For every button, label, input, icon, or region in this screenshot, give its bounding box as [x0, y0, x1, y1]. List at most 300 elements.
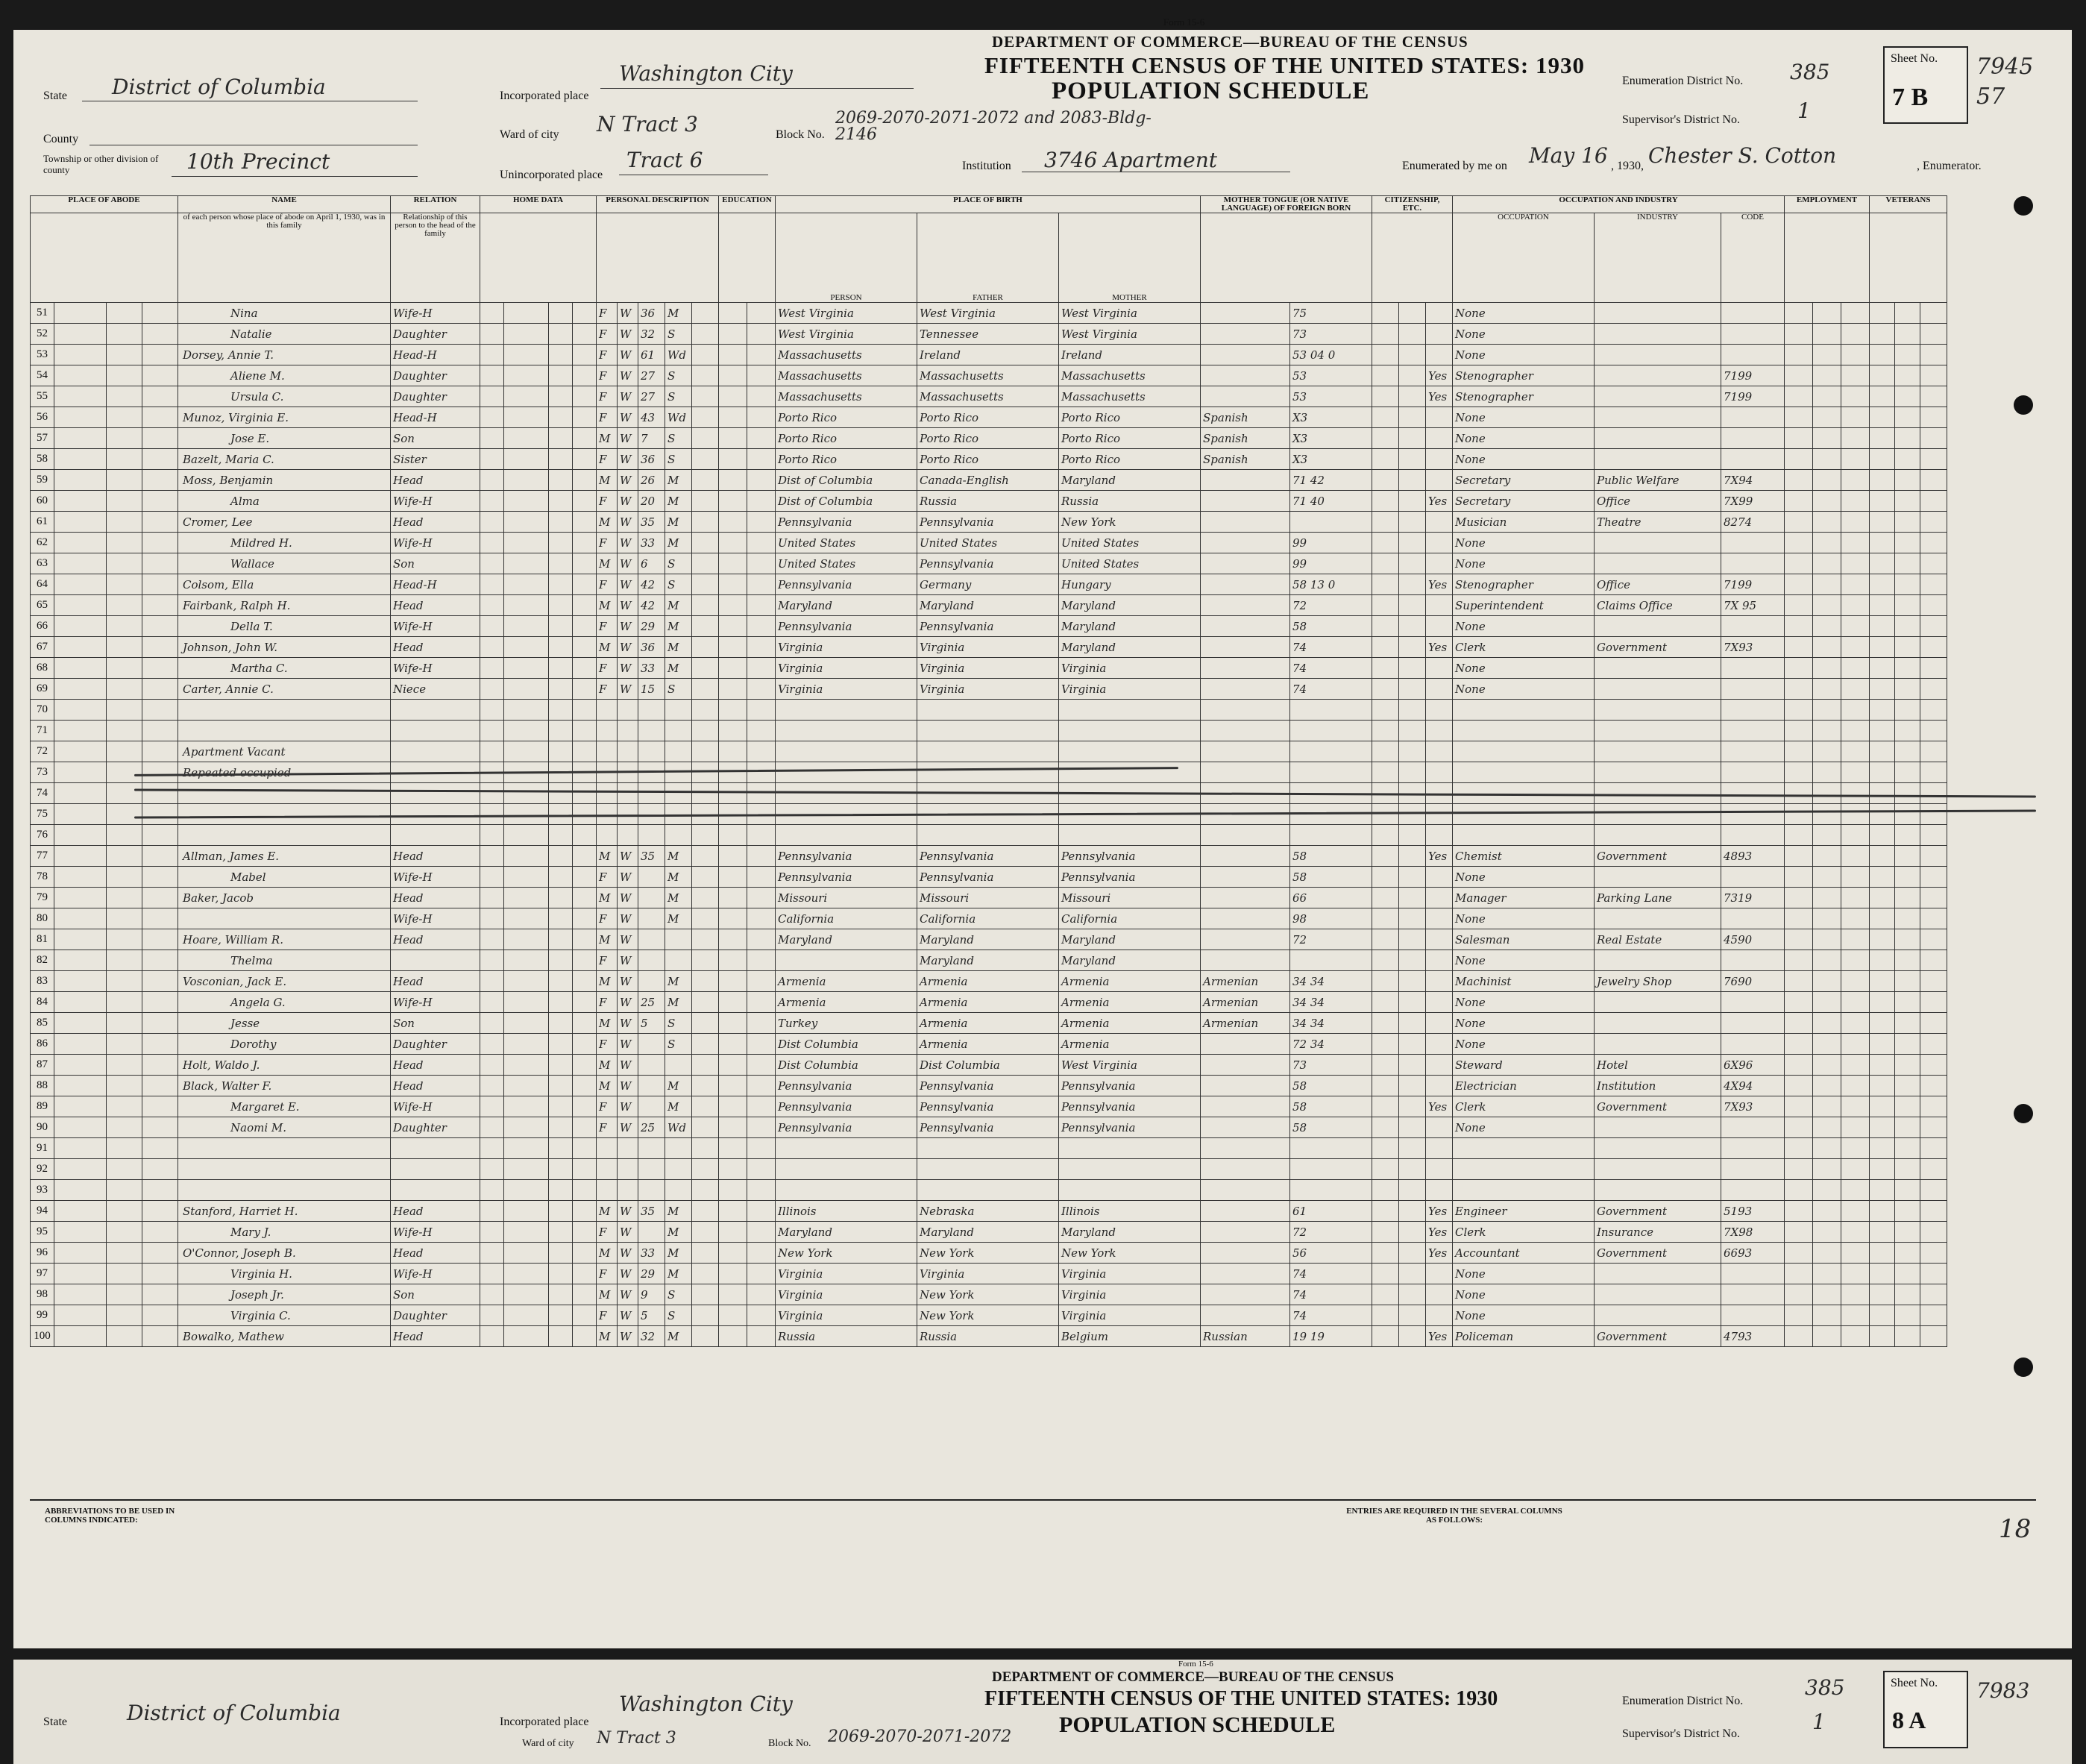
cell: [1785, 825, 1813, 846]
cell-occ: Electrician: [1453, 1076, 1595, 1096]
cell-ocode: [1721, 950, 1785, 971]
cell-fpob: Pennsylvania: [917, 867, 1059, 888]
cell: [107, 303, 142, 324]
cell-ocode: [1721, 1117, 1785, 1138]
cell: [1372, 407, 1399, 428]
group-name: NAME: [178, 196, 391, 213]
cell-cit: [1426, 1117, 1453, 1138]
cell-pob: Russia: [776, 1326, 917, 1347]
cell-occ: Musician: [1453, 512, 1595, 533]
cell: [107, 449, 142, 470]
cell-name: Bazelt, Maria C.: [178, 449, 391, 470]
citizenship-subhead: [1372, 213, 1453, 303]
line-number: 56: [31, 407, 54, 428]
next-block-value: 2069-2070-2071-2072: [828, 1727, 1012, 1746]
cell-ind: Theatre: [1595, 512, 1721, 533]
cell-fpob: [917, 721, 1059, 741]
cell: [480, 1034, 504, 1055]
cell-cit: [1426, 512, 1453, 533]
cell-ms: S: [665, 386, 692, 407]
cell: [1870, 1096, 1895, 1117]
cell: [1920, 428, 1947, 449]
cell: [1895, 804, 1920, 825]
cell: [1841, 616, 1870, 637]
cell: [1785, 553, 1813, 574]
cell-fpob: [917, 700, 1059, 721]
cell: [692, 1055, 719, 1076]
table-row: [31, 1305, 1947, 1326]
cell-mpob: Armenia: [1059, 1013, 1201, 1034]
cell: [1785, 908, 1813, 929]
cell-sex: F: [597, 950, 618, 971]
cell: [719, 407, 747, 428]
cell: [480, 804, 504, 825]
cell: [1785, 1264, 1813, 1284]
cell: [692, 365, 719, 386]
cell: [719, 825, 747, 846]
cell: [1920, 365, 1947, 386]
cell: [1372, 992, 1399, 1013]
next-ward-value: N Tract 3: [597, 1729, 676, 1748]
cell: [719, 1284, 747, 1305]
cell-occ: None: [1453, 1034, 1595, 1055]
line-number: 96: [31, 1243, 54, 1264]
cell: [692, 470, 719, 491]
cell: [1870, 1138, 1895, 1159]
cell-code: [1290, 512, 1372, 533]
cell-tongue: [1201, 762, 1290, 783]
cell-mpob: Missouri: [1059, 888, 1201, 908]
cell: [1920, 1117, 1947, 1138]
cell: [692, 992, 719, 1013]
cell: [142, 1117, 178, 1138]
cell-code: X3: [1290, 407, 1372, 428]
cell-race: W: [618, 846, 638, 867]
cell-tongue: [1201, 1096, 1290, 1117]
cell: [54, 574, 107, 595]
cell: [1399, 971, 1426, 992]
table-row: [31, 867, 1947, 888]
cell: [549, 1284, 573, 1305]
cell-cit: [1426, 867, 1453, 888]
cell: [107, 846, 142, 867]
cell: [1399, 303, 1426, 324]
cell-occ: Stenographer: [1453, 365, 1595, 386]
cell: [1372, 888, 1399, 908]
cell-tongue: [1201, 908, 1290, 929]
cell-ind: [1595, 324, 1721, 345]
cell-cit: [1426, 992, 1453, 1013]
cell: [1785, 658, 1813, 679]
cell-mpob: Maryland: [1059, 470, 1201, 491]
cell: [1785, 846, 1813, 867]
cell-tongue: [1201, 1222, 1290, 1243]
cell: [573, 700, 597, 721]
cell-code: 53: [1290, 365, 1372, 386]
cell-cit: Yes: [1426, 386, 1453, 407]
cell: [142, 679, 178, 700]
cell: [1920, 867, 1947, 888]
cell-code: 72: [1290, 1222, 1372, 1243]
table-row: [31, 971, 1947, 992]
cell: [719, 553, 747, 574]
cell: [1399, 365, 1426, 386]
cell: [719, 741, 747, 762]
cell-ms: M: [665, 303, 692, 324]
institution-label: Institution: [962, 160, 1011, 172]
cell-ind: [1595, 386, 1721, 407]
cell: [1895, 971, 1920, 992]
cell-mpob: Ireland: [1059, 345, 1201, 365]
cell-age: 33: [638, 1243, 665, 1264]
cell-ind: [1595, 449, 1721, 470]
cell: [504, 1264, 549, 1284]
cell: [747, 741, 776, 762]
cell: [504, 1117, 549, 1138]
cell-occ: Steward: [1453, 1055, 1595, 1076]
cell: [54, 533, 107, 553]
cell: [1895, 365, 1920, 386]
cell: [1870, 950, 1895, 971]
cell: [1870, 386, 1895, 407]
cell-ind: Hotel: [1595, 1055, 1721, 1076]
cell-name: Della T.: [178, 616, 391, 637]
cell-race: W: [618, 1055, 638, 1076]
cell: [573, 1284, 597, 1305]
cell: [719, 1013, 747, 1034]
cell-occ: None: [1453, 950, 1595, 971]
cell: [142, 992, 178, 1013]
cell: [504, 324, 549, 345]
cell-ocode: 7690: [1721, 971, 1785, 992]
cell: [1920, 1076, 1947, 1096]
table-row: [31, 1159, 1947, 1180]
cell-code: 71 42: [1290, 470, 1372, 491]
table-row: [31, 553, 1947, 574]
cell: [54, 1076, 107, 1096]
sheet-value: 7 B: [1892, 84, 1929, 111]
next-schedule-title: POPULATION SCHEDULE: [1059, 1713, 1336, 1737]
table-row: [31, 1055, 1947, 1076]
cell: [1372, 1201, 1399, 1222]
cell: [1399, 1243, 1426, 1264]
cell-mpob: [1059, 721, 1201, 741]
cell-pob: Maryland: [776, 929, 917, 950]
cell: [692, 1222, 719, 1243]
cell: [54, 324, 107, 345]
cell-name: [178, 700, 391, 721]
table-row: [31, 491, 1947, 512]
ward-label: Ward of city: [500, 128, 559, 141]
cell: [1372, 553, 1399, 574]
cell: [504, 491, 549, 512]
name-subhead: of each person whose place of abode on April 1, 1930, was in this family: [178, 213, 391, 303]
cell: [142, 929, 178, 950]
cell: [1895, 491, 1920, 512]
cell-cit: [1426, 303, 1453, 324]
cell-code: 74: [1290, 1305, 1372, 1326]
cell: [1870, 637, 1895, 658]
cell: [692, 950, 719, 971]
cell-ms: [665, 783, 692, 804]
cell: [1895, 950, 1920, 971]
cell-ocode: 7199: [1721, 365, 1785, 386]
cell: [1372, 1117, 1399, 1138]
cell-mpob: United States: [1059, 533, 1201, 553]
cell: [107, 679, 142, 700]
cell-sex: F: [597, 992, 618, 1013]
cell: [1920, 1264, 1947, 1284]
cell: [747, 386, 776, 407]
cell: [107, 533, 142, 553]
cell-occ: None: [1453, 1117, 1595, 1138]
cell: [1920, 929, 1947, 950]
cell-ind: Jewelry Shop: [1595, 971, 1721, 992]
cell-race: W: [618, 971, 638, 992]
cell: [1813, 971, 1841, 992]
cell: [1813, 1117, 1841, 1138]
cell: [1399, 407, 1426, 428]
cell: [573, 1076, 597, 1096]
cell-name: Virginia H.: [178, 1264, 391, 1284]
cell-occ: None: [1453, 324, 1595, 345]
cell-rel: Head: [391, 888, 480, 908]
cell-ms: M: [665, 1264, 692, 1284]
cell: [1399, 637, 1426, 658]
cell: [1895, 721, 1920, 741]
cell: [1399, 929, 1426, 950]
cell-ind: [1595, 950, 1721, 971]
cell: [504, 1243, 549, 1264]
cell: [1920, 908, 1947, 929]
table-row: [31, 1138, 1947, 1159]
cell-ind: Office: [1595, 491, 1721, 512]
cell-name: Apartment Vacant: [178, 741, 391, 762]
cell-race: W: [618, 595, 638, 616]
home-subhead: [480, 213, 597, 303]
cell: [1372, 1138, 1399, 1159]
cell-ms: M: [665, 992, 692, 1013]
cell: [573, 324, 597, 345]
cell: [573, 386, 597, 407]
cell-occ: Salesman: [1453, 929, 1595, 950]
cell-cit: [1426, 324, 1453, 345]
line-number: 91: [31, 1138, 54, 1159]
cell-ocode: 7X94: [1721, 470, 1785, 491]
cell: [142, 512, 178, 533]
cell: [692, 345, 719, 365]
cell: [719, 658, 747, 679]
cell-name: Dorothy: [178, 1034, 391, 1055]
cell-ms: Wd: [665, 345, 692, 365]
cell-occ: Machinist: [1453, 971, 1595, 992]
sd-value: 1: [1797, 98, 1811, 123]
cell-occ: None: [1453, 908, 1595, 929]
cell-age: [638, 950, 665, 971]
cell-rel: Wife-H: [391, 1264, 480, 1284]
cell-tongue: [1201, 1201, 1290, 1222]
cell-pob: Massachusetts: [776, 386, 917, 407]
cell-sex: F: [597, 345, 618, 365]
cell-mpob: Belgium: [1059, 1326, 1201, 1347]
cell: [719, 846, 747, 867]
cell-rel: Wife-H: [391, 303, 480, 324]
cell: [504, 386, 549, 407]
cell-pob: [776, 1138, 917, 1159]
cell-sex: F: [597, 867, 618, 888]
cell: [692, 1243, 719, 1264]
cell-mpob: [1059, 1180, 1201, 1201]
cell: [549, 1264, 573, 1284]
cell-age: 32: [638, 324, 665, 345]
cell-tongue: [1201, 491, 1290, 512]
cell-fpob: New York: [917, 1305, 1059, 1326]
cell: [692, 700, 719, 721]
cell: [107, 762, 142, 783]
cell: [1372, 449, 1399, 470]
table-row: [31, 512, 1947, 533]
cell-rel: Daughter: [391, 386, 480, 407]
cell-fpob: Armenia: [917, 1034, 1059, 1055]
cell: [107, 700, 142, 721]
cell-race: W: [618, 1076, 638, 1096]
cell-race: W: [618, 345, 638, 365]
cell: [107, 470, 142, 491]
cell: [1870, 867, 1895, 888]
line-number: 70: [31, 700, 54, 721]
cell: [747, 1159, 776, 1180]
cell-age: [638, 867, 665, 888]
cell-race: [618, 1159, 638, 1180]
cell: [1920, 1180, 1947, 1201]
cell: [54, 1117, 107, 1138]
cell: [1813, 1159, 1841, 1180]
cell-mpob: Virginia: [1059, 1264, 1201, 1284]
cell: [1813, 1243, 1841, 1264]
cell: [54, 616, 107, 637]
cell-ind: [1595, 1138, 1721, 1159]
cell: [1895, 867, 1920, 888]
cell: [142, 1264, 178, 1284]
cell: [1399, 1096, 1426, 1117]
cell-ms: [665, 700, 692, 721]
cell-ind: [1595, 1034, 1721, 1055]
cell-ind: Real Estate: [1595, 929, 1721, 950]
cell: [1372, 908, 1399, 929]
cell: [480, 637, 504, 658]
cell: [692, 908, 719, 929]
cell: [1785, 1117, 1813, 1138]
cell: [1870, 741, 1895, 762]
cell-fpob: [917, 741, 1059, 762]
cell: [719, 783, 747, 804]
cell: [1785, 345, 1813, 365]
cell-age: 42: [638, 595, 665, 616]
cell: [549, 553, 573, 574]
cell: [1785, 303, 1813, 324]
cell: [1785, 992, 1813, 1013]
cell: [1785, 637, 1813, 658]
cell-ind: [1595, 1305, 1721, 1326]
cell-rel: Head-H: [391, 345, 480, 365]
cell-code: 58: [1290, 1117, 1372, 1138]
cell-pob: Illinois: [776, 1201, 917, 1222]
line-number: 92: [31, 1159, 54, 1180]
cell-sex: F: [597, 1117, 618, 1138]
cell: [480, 616, 504, 637]
cell: [107, 1117, 142, 1138]
cell: [692, 1076, 719, 1096]
cell: [480, 888, 504, 908]
cell: [107, 1096, 142, 1117]
cell: [1399, 324, 1426, 345]
cell-ind: [1595, 553, 1721, 574]
enumerator-label: , Enumerator.: [1917, 160, 1982, 172]
cell: [573, 679, 597, 700]
line-number: 59: [31, 470, 54, 491]
cell: [1920, 595, 1947, 616]
cell: [1785, 491, 1813, 512]
cell: [54, 1055, 107, 1076]
line-number: 58: [31, 449, 54, 470]
occupation-subhead: OCCUPATION: [1453, 213, 1595, 303]
cell: [747, 470, 776, 491]
cell: [747, 616, 776, 637]
cell: [1399, 512, 1426, 533]
cell: [692, 679, 719, 700]
cell: [1399, 595, 1426, 616]
grid-body: [31, 303, 1947, 1347]
cell-pob: Virginia: [776, 1305, 917, 1326]
cell-code: [1290, 1180, 1372, 1201]
cell: [54, 407, 107, 428]
cell: [573, 345, 597, 365]
ward-value: N Tract 3: [597, 112, 698, 136]
cell: [692, 324, 719, 345]
cell: [719, 365, 747, 386]
cell-occ: [1453, 700, 1595, 721]
cell-tongue: [1201, 574, 1290, 595]
cell-age: 5: [638, 1013, 665, 1034]
cell: [692, 533, 719, 553]
cell-age: 7: [638, 428, 665, 449]
cell: [1813, 1305, 1841, 1326]
cell: [1870, 1013, 1895, 1034]
unincorporated-label: Unincorporated place: [500, 169, 603, 181]
cell-ms: S: [665, 1305, 692, 1326]
cell: [1920, 637, 1947, 658]
cell: [1813, 324, 1841, 345]
cell-ocode: 7X93: [1721, 637, 1785, 658]
line-number: 55: [31, 386, 54, 407]
cell: [747, 324, 776, 345]
cell: [549, 1117, 573, 1138]
cell-occ: Secretary: [1453, 470, 1595, 491]
cell-ms: [665, 825, 692, 846]
cell-pob: Virginia: [776, 679, 917, 700]
cell: [719, 386, 747, 407]
ed-value: 385: [1790, 60, 1830, 84]
cell-fpob: Pennsylvania: [917, 1076, 1059, 1096]
cell: [1399, 992, 1426, 1013]
punch-hole: [2014, 196, 2033, 216]
cell-cit: [1426, 616, 1453, 637]
cell: [1920, 1326, 1947, 1347]
cell-race: W: [618, 491, 638, 512]
cell: [747, 1096, 776, 1117]
line-number: 93: [31, 1180, 54, 1201]
cell: [747, 428, 776, 449]
